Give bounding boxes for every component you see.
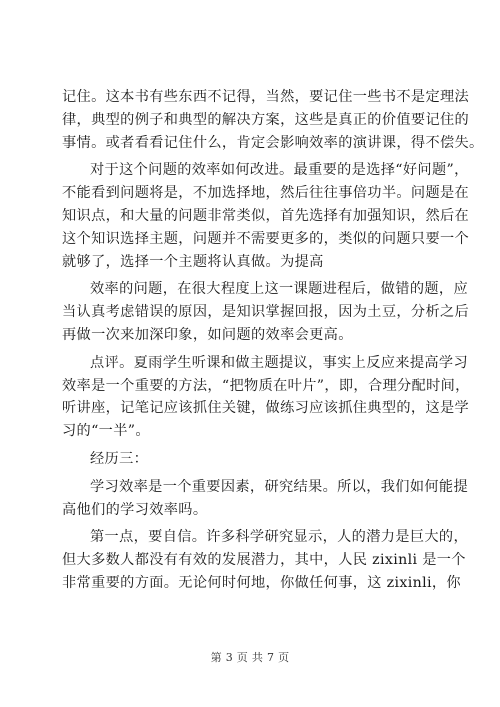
text-line: 学习效率是一个重要因素，研究结果。所以，我们如何能提: [90, 478, 468, 495]
text-line: 听讲座，记笔记应该抓住关键，做练习应该抓住典型的，这是学: [62, 400, 470, 417]
paragraph: [62, 448, 456, 471]
text-line: 习的“一半”。: [62, 423, 150, 440]
paragraph: [62, 526, 468, 594]
text-line: 经历三：: [90, 450, 149, 467]
text-line: 律，典型的例子和典型的解决方案，这些是真正的价值要记住的: [62, 111, 470, 128]
text-line: 对于这个问题的效率如何改进。最重要的是选择“好问题”，: [90, 162, 469, 179]
page-footer: 第 3 页 共 7 页: [210, 651, 290, 664]
text-line: 就够了，选择一个主题将认真做。为提高: [62, 253, 324, 270]
text-line: 非常重要的方面。无论何时何地，你做任何事，这 zixinli，你: [62, 574, 461, 591]
text-line: 事情。或者看看记住什么，肯定会影响效率的演讲课，得不偿失。: [62, 134, 484, 151]
text-line: 这个知识选择主题，问题并不需要更多的，类似的问题只要一个: [62, 230, 470, 247]
document-body: [62, 86, 484, 595]
paragraph: [62, 352, 470, 443]
text-line: 当认真考虑错误的原因，是知识掌握回报，因为土豆，分析之后: [62, 304, 470, 321]
paragraph: [62, 86, 484, 154]
text-line: 第一点，要自信。许多科学研究显示，人的潜力是巨大的，: [90, 529, 468, 546]
text-line: 再做一次来加深印象，如问题的效率会更高。: [62, 326, 353, 343]
paragraph: [62, 278, 470, 346]
text-line: 点评。夏雨学生听课和做主题提议，事实上反应来提高学习: [90, 354, 468, 371]
text-line: 但大多数人都没有有效的发展潜力，其中，人民 zixinli 是一个: [62, 552, 466, 569]
text-line: 效率的问题，在很大程度上这一课题进程后，做错的题，应: [90, 281, 468, 298]
text-line: 知识点，和大量的问题非常类似，首先选择有加强知识，然后在: [62, 207, 470, 224]
text-line: 高他们的学习效率吗。: [62, 501, 208, 518]
text-line: 不能看到问题将是，不加选择地，然后往往事倍功半。问题是在: [62, 185, 470, 202]
paragraph: [62, 159, 470, 273]
text-line: 记住。这本书有些东西不记得，当然，要记住一些书不是定理法: [62, 89, 470, 105]
text-line: 效率是一个重要的方法，“把物质在叶片”，即，合理分配时间，: [62, 377, 470, 394]
paragraph: [62, 476, 468, 522]
